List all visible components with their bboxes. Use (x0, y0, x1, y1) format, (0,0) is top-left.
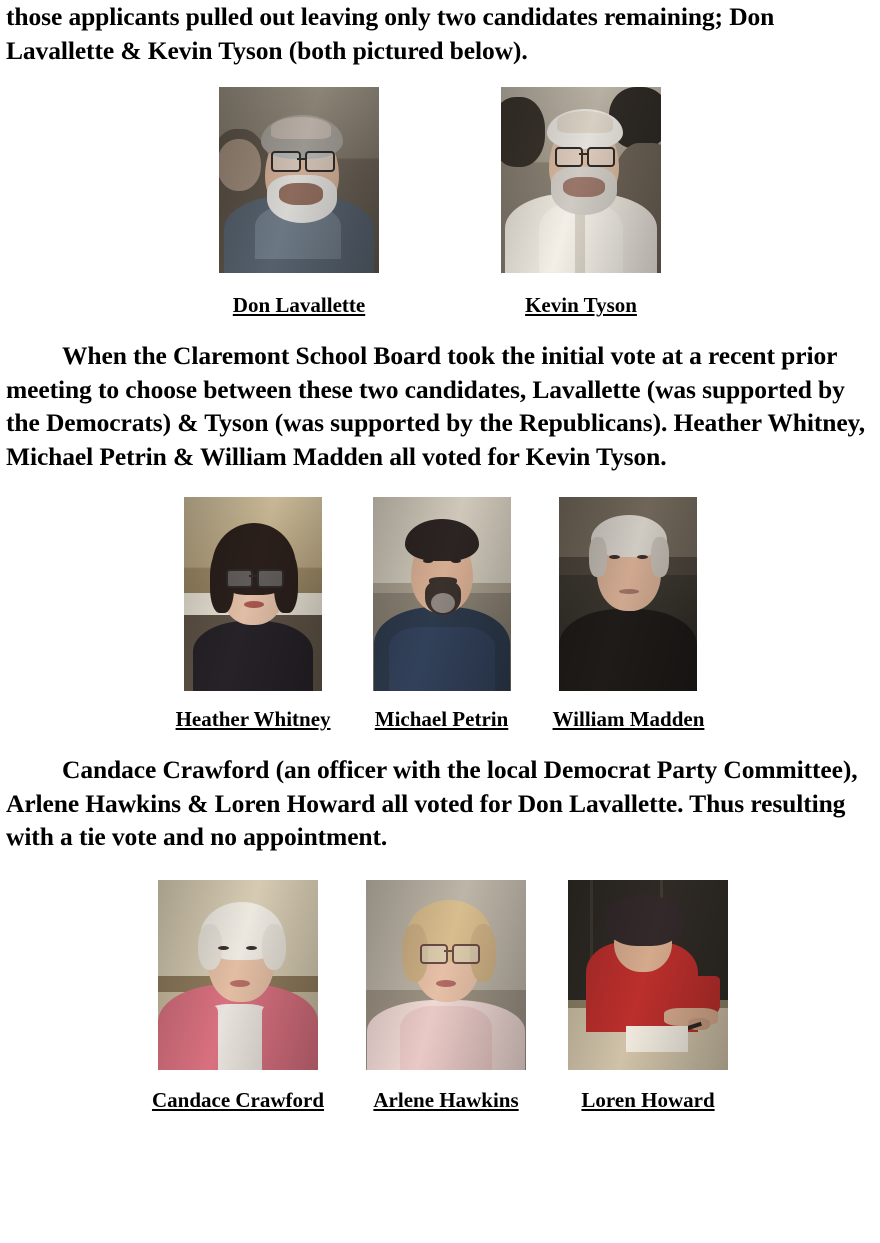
paragraph-initial-vote: When the Claremont School Board took the initial vote at a recent prior meeting to choose between these two candidates, Lavallette (was supported by the Democrats) & Tyson (was supported by the Republicans). Heather Whitney, Michael Petrin & William Madden all voted for Kevin Tyson. (6, 341, 866, 471)
caption-kevin-tyson: Kevin Tyson (525, 293, 637, 317)
caption-michael-petrin: Michael Petrin (374, 707, 509, 731)
portrait-candace-crawford (158, 880, 318, 1070)
photo-cell-don-lavallette (219, 87, 379, 317)
photo-row-candidates (6, 87, 874, 317)
photo-cell-candace-crawford (152, 880, 324, 1112)
caption-william-madden: William Madden (552, 707, 705, 731)
photo-cell-michael-petrin (373, 497, 511, 731)
photo-row-lavallette-voters (6, 880, 874, 1112)
paragraph-intro-continued: those applicants pulled out leaving only two candidates remaining; Don Lavallette & Kevin Tyson (both pictured below). (6, 2, 775, 65)
photo-cell-arlene-hawkins (366, 880, 526, 1112)
caption-candace-crawford: Candace Crawford (151, 1087, 325, 1112)
photo-cell-heather-whitney (176, 497, 331, 731)
portrait-arlene-hawkins (366, 880, 526, 1070)
caption-arlene-hawkins: Arlene Hawkins (373, 1087, 519, 1112)
caption-heather-whitney: Heather Whitney (175, 707, 331, 731)
portrait-don-lavallette (219, 87, 379, 273)
portrait-heather-whitney (184, 497, 322, 691)
paragraph-tie-vote: Candace Crawford (an officer with the local Democrat Party Committee), Arlene Hawkins & Loren Howard all voted for Don Lavallette. Thus resulting with a tie vote and no appointment. (6, 755, 858, 851)
caption-loren-howard: Loren Howard (581, 1087, 715, 1112)
photo-cell-william-madden (553, 497, 705, 731)
caption-don-lavallette: Don Lavallette (232, 293, 366, 317)
photo-row-tyson-voters (6, 497, 874, 731)
photo-cell-loren-howard (568, 880, 728, 1112)
portrait-william-madden (559, 497, 697, 691)
portrait-michael-petrin (373, 497, 511, 691)
portrait-loren-howard (568, 880, 728, 1070)
photo-cell-kevin-tyson (501, 87, 661, 317)
portrait-kevin-tyson (501, 87, 661, 273)
